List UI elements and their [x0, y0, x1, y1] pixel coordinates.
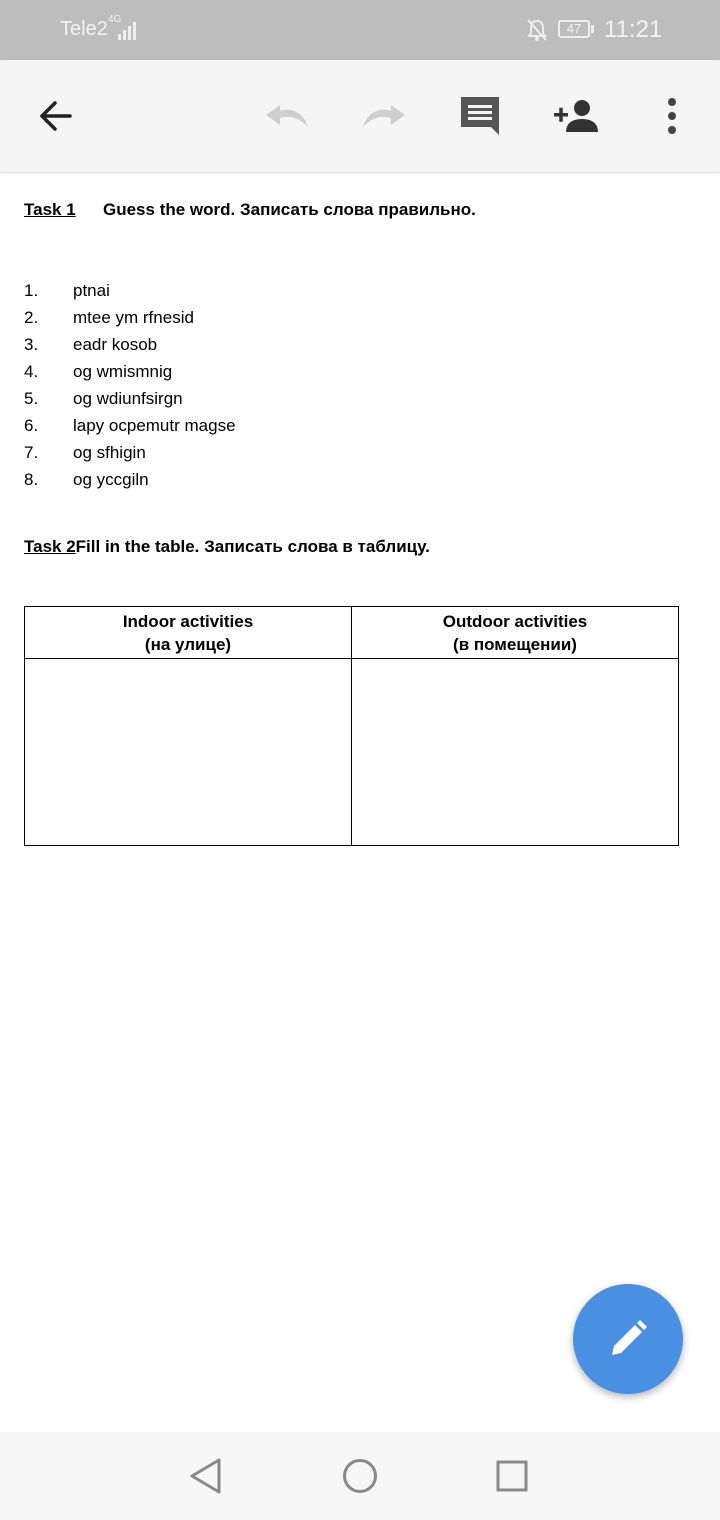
task-1-heading: [24, 200, 476, 220]
nav-recents-icon: [496, 1460, 528, 1492]
system-nav-bar: [0, 1432, 720, 1520]
task-1-text: Guess the word. Записать слова правильно.: [103, 200, 476, 219]
task-1-label: Task 1: [24, 200, 76, 219]
task-2-label: Task 2: [24, 537, 76, 556]
share-button[interactable]: [552, 92, 600, 140]
app-toolbar: [0, 60, 720, 173]
pencil-icon: [608, 1319, 648, 1359]
nav-back-button[interactable]: [182, 1452, 230, 1500]
arrow-left-icon: [38, 98, 74, 134]
table-header-outdoor: Outdoor activities (в помещении): [352, 607, 679, 659]
undo-icon: [264, 101, 310, 131]
task-2-text: Fill in the table. Записать слова в таблицу.: [75, 537, 430, 556]
activities-table: [24, 606, 679, 846]
clock: 11:21: [604, 16, 663, 43]
bell-off-icon: [526, 18, 548, 42]
signal-icon: [118, 20, 140, 40]
more-vert-icon: [666, 98, 678, 134]
nav-home-icon: [342, 1458, 378, 1494]
redo-button[interactable]: [360, 92, 408, 140]
nav-back-icon: [189, 1458, 223, 1494]
more-options-button[interactable]: [648, 92, 696, 140]
task-2-heading: [24, 537, 430, 557]
redo-icon: [361, 101, 407, 131]
battery-tip: [591, 25, 594, 33]
table-header-indoor: Indoor activities (на улице): [25, 607, 352, 659]
undo-button[interactable]: [263, 92, 311, 140]
network-type: 4G: [108, 14, 122, 25]
nav-recents-button[interactable]: [488, 1452, 536, 1500]
battery-indicator: 47: [558, 20, 590, 38]
add-person-icon: [552, 98, 600, 134]
comment-icon: [459, 95, 501, 137]
edit-fab-button[interactable]: [573, 1284, 683, 1394]
nav-home-button[interactable]: [336, 1452, 384, 1500]
table-cell-outdoor[interactable]: [352, 659, 679, 846]
back-button[interactable]: [32, 92, 80, 140]
table-cell-indoor[interactable]: [25, 659, 352, 846]
comment-button[interactable]: [456, 92, 504, 140]
table-header-row: [25, 607, 679, 659]
carrier-name: Tele2: [60, 18, 108, 40]
table-row: [25, 659, 679, 846]
status-bar: [0, 0, 720, 60]
